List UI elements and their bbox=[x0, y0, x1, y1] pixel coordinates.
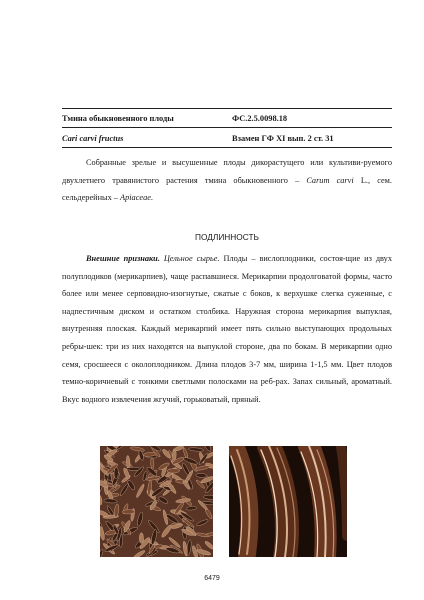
monograph-code: ФС.2.5.0098.18 bbox=[232, 114, 288, 123]
section-title: ПОДЛИННОСТЬ bbox=[195, 232, 259, 242]
top-rule bbox=[62, 108, 392, 109]
header-divider bbox=[62, 127, 392, 128]
caraway-macro-photo bbox=[229, 446, 347, 557]
bottom-rule bbox=[62, 147, 392, 148]
page-number: 6479 bbox=[204, 575, 220, 582]
monograph-title: Тмина обыкновенного плоды bbox=[62, 114, 174, 123]
description-paragraph: Внешние признаки. Цельное сырье. Плоды – вислоплодники, состоя-щие из двух полуплодиков (мерикарпиев), чаще распавшиеся. Мерикарпии продолговатой формы, часто более или менее серповидно-изогнутые, сжатые с боков, к верхушке слегка суженные, с надпестичным диском и остатком столбика. Наружная сторона мерикарпия выпуклая, внутренняя плоская. Каждый мерикарпий имеет пять сильно выступающих продольных ребры-шек: три из них находятся на выпуклой стороне, два по бокам. В мерикарпии одно семя, сросшееся с околоплодником. Длина плодов 3-7 мм, ширина 1-1,5 мм. Цвет плодов темно-коричневый с тонкими светлыми полосками на реб-рах. Запах сильный, ароматный. Вкус водного извлечения жгучий, горьковатый, пряный. bbox=[62, 254, 392, 404]
caraway-seeds-photo bbox=[100, 446, 213, 557]
replaces-note: Взамен ГФ XI вып. 2 ст. 31 bbox=[232, 134, 334, 143]
latin-title: Cari carvi fructus bbox=[62, 134, 124, 143]
intro-paragraph: Собранные зрелые и высушенные плоды дикорастущего или культиви-руемого двухлетнего травянистого растения тмина обыкновенного – Carum carvi L., сем. сельдерейных – Apiaceae. bbox=[62, 158, 392, 203]
